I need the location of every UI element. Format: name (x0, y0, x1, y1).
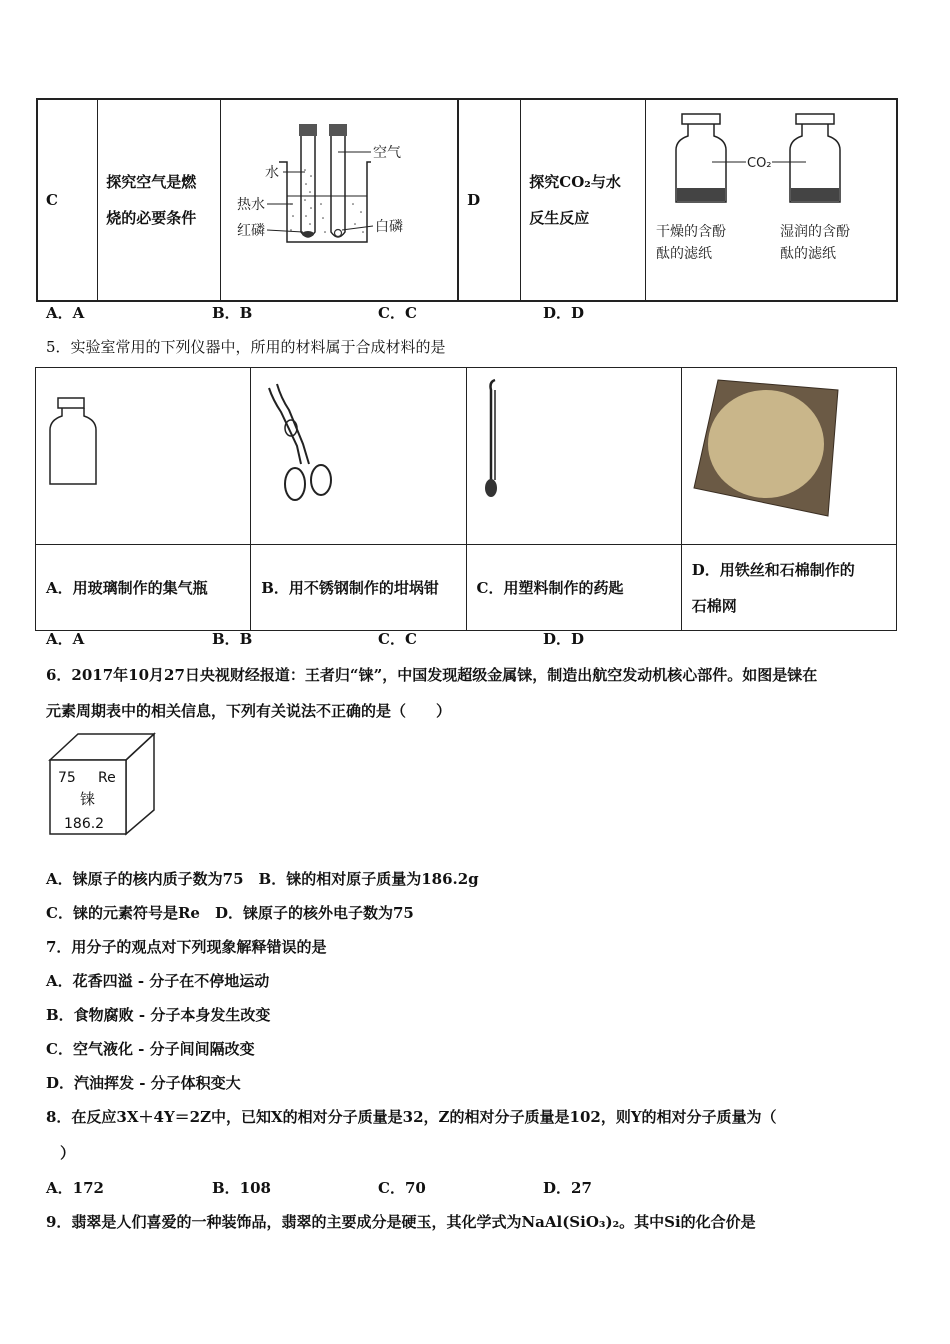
q5-choice-d-line2: 石棉网 (691, 596, 737, 615)
bottle-left-stopper (682, 114, 720, 124)
q5-choice-d-cell (681, 545, 896, 631)
q6-stem-line1: 6．2017年10月27日央视财经报道：王者归“铼”，中国发现超级金属铼，制造出航空发动机核心部件。如图是铼在 (46, 666, 818, 684)
spoon-figure (467, 368, 681, 540)
q5-choice-b: B．用不锈钢制作的坩埚钳 (261, 578, 439, 597)
red-phosphorus (302, 231, 314, 237)
q4-row-d-label: D (467, 191, 481, 209)
white-p-leader (342, 226, 373, 230)
q5-option-b: B．B (212, 630, 253, 648)
q5-choice-c: C．用塑料制作的药匙 (476, 578, 624, 597)
q4-row-d-label-cell (458, 99, 521, 301)
q5-choice-a-cell (36, 545, 251, 631)
q5-fig-c-cell (466, 368, 681, 545)
label-dry-line1: 干燥的含酚 (656, 224, 726, 240)
q5-table (35, 367, 897, 631)
dry-paper (677, 188, 725, 201)
q5-option-a: A．A (46, 630, 85, 648)
q5-choice-b-cell (251, 545, 466, 631)
test-tube-left (301, 136, 315, 237)
q4-row-d-desc-line1: 探究CO₂与水 (529, 173, 621, 191)
q4-table (36, 98, 898, 302)
q8-option-b: B．108 (212, 1179, 271, 1197)
label-air: 空气 (373, 145, 402, 161)
q7-option-c: C．空气液化 - 分子间间隔改变 (46, 1040, 255, 1058)
q8-stem-line2: ） (60, 1144, 76, 1162)
element-number: 75 (58, 770, 76, 786)
q6-stem-line2: 元素周期表中的相关信息，下列有关说法不正确的是（ ） (46, 702, 452, 720)
q4-option-c: C．C (378, 304, 417, 322)
tube-water (304, 169, 312, 225)
element-card-rhenium (46, 730, 158, 838)
label-red-phosphorus: 红磷 (237, 223, 266, 239)
q8-option-d: D．27 (543, 1179, 592, 1197)
element-symbol: Re (98, 770, 116, 786)
label-hot-water: 热水 (237, 197, 266, 213)
label-dry-line2: 酞的滤纸 (656, 246, 712, 262)
q5-stem: 5．实验室常用的下列仪器中，所用的材料属于合成材料的是 (46, 338, 446, 356)
combustion-apparatus-figure (221, 100, 457, 296)
label-white-phosphorus: 白磷 (375, 219, 404, 235)
label-water: 水 (265, 165, 280, 181)
q4-option-b: B．B (212, 304, 253, 322)
q8-option-c: C．70 (378, 1179, 426, 1197)
q5-choice-a: A．用玻璃制作的集气瓶 (46, 578, 208, 597)
red-p-leader (267, 230, 303, 232)
q4-row-c-label-cell (37, 99, 98, 301)
q4-row-c-figure-cell (221, 99, 459, 301)
q4-row-d-desc-cell (521, 99, 646, 301)
q5-choice-c-cell (466, 545, 681, 631)
q4-row-c-desc-cell (98, 99, 221, 301)
q6-options-line2: C．铼的元素符号是Re D．铼原子的核外电子数为75 (46, 904, 414, 922)
q9-stem: 9．翡翠是人们喜爱的一种装饰品，翡翠的主要成分是硬玉，其化学式为NaAl(SiO₃)₂。其中Si的化合价是 (46, 1213, 756, 1231)
q4-row-d-desc-line2: 反生反应 (529, 209, 590, 227)
beaker (279, 162, 371, 242)
wet-paper (791, 188, 839, 201)
white-phosphorus (335, 230, 342, 237)
stopper-left (299, 124, 317, 136)
asbestos-gauze-figure (682, 368, 896, 540)
element-name: 铼 (80, 790, 96, 808)
q7-option-b: B．食物腐败 - 分子本身发生改变 (46, 1006, 271, 1024)
q8-option-a: A．172 (46, 1179, 104, 1197)
q4-row-c-desc-line2: 烧的必要条件 (106, 209, 197, 227)
label-wet-line1: 湿润的含酚 (780, 224, 850, 240)
element-mass: 186.2 (64, 816, 105, 832)
q4-row-d-figure-cell (646, 99, 898, 301)
q4-option-a: A．A (46, 304, 85, 322)
q5-choice-d-line1: D．用铁丝和石棉制作的 (691, 560, 855, 579)
stopper-right (329, 124, 347, 136)
q4-row-c-label: C (46, 191, 58, 209)
crucible-tongs-figure (251, 368, 465, 540)
q5-option-d: D．D (543, 630, 585, 648)
q7-stem: 7．用分子的观点对下列现象解释错误的是 (46, 938, 327, 956)
test-tube-right (331, 136, 345, 237)
q5-fig-d-cell (681, 368, 896, 545)
q4-option-d: D．D (543, 304, 585, 322)
q8-stem-line1: 8．在反应3X＋4Y＝2Z中，已知X的相对分子质量是32，Z的相对分子质量是102，则Y的相对分子质量为（ (46, 1108, 777, 1126)
q5-fig-b-cell (251, 368, 466, 545)
q6-options-line1: A．铼原子的核内质子数为75 B．铼的相对原子质量为186.2g (46, 870, 479, 888)
co2-bottles-figure (646, 100, 896, 296)
gas-bottle-figure (36, 368, 250, 540)
label-wet-line2: 酞的滤纸 (780, 246, 836, 262)
q5-fig-a-cell (36, 368, 251, 545)
label-co2: CO₂ (747, 156, 772, 171)
bottle-right-stopper (796, 114, 834, 124)
q7-option-a: A．花香四溢 - 分子在不停地运动 (46, 972, 270, 990)
q5-option-c: C．C (378, 630, 417, 648)
q4-row-c-desc-line1: 探究空气是燃 (106, 173, 197, 191)
q7-option-d: D．汽油挥发 - 分子体积变大 (46, 1074, 241, 1092)
